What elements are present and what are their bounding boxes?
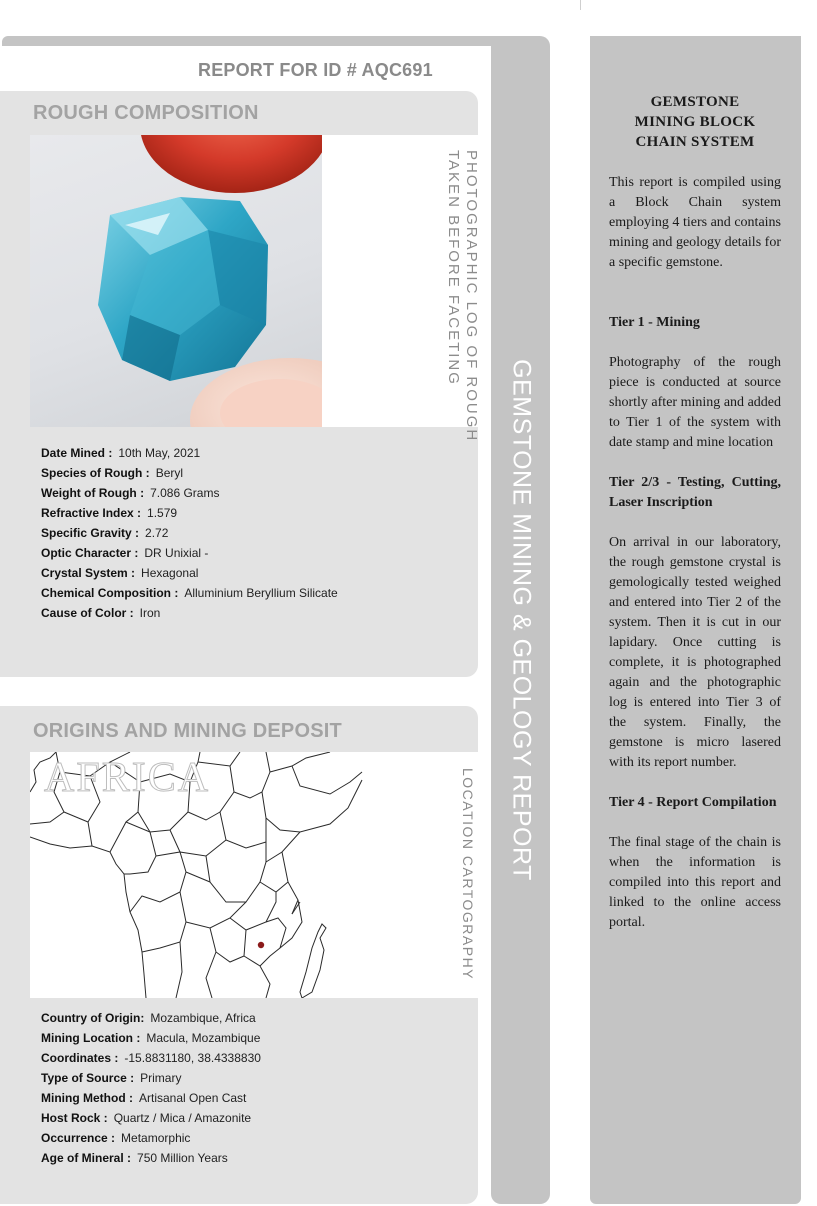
- field-value: Macula, Mozambique: [146, 1031, 261, 1045]
- vertical-banner-title: GEMSTONE MINING & GEOLOGY REPORT: [507, 359, 536, 881]
- field-value: Alluminium Beryllium Silicate: [184, 586, 338, 600]
- map-east-coast: [260, 900, 302, 966]
- list-item: [41, 1148, 261, 1168]
- field-label: Occurrence :: [41, 1131, 116, 1145]
- map-border: [260, 882, 288, 892]
- map-border: [142, 892, 186, 952]
- field-value: Metamorphic: [121, 1131, 191, 1145]
- field-value: Artisanal Open Cast: [138, 1091, 247, 1105]
- list-item: [41, 603, 338, 623]
- field-label: Country of Origin:: [41, 1011, 145, 1025]
- map-continent-label: AFRICA: [44, 755, 211, 801]
- rough-caption-line-1: PHOTOGRAPHIC LOG OF ROUGH: [463, 150, 480, 443]
- field-value: 10th May, 2021: [118, 446, 201, 460]
- map-border: [220, 792, 266, 848]
- rough-caption-line-2: TAKEN BEFORE FACETING: [445, 150, 462, 386]
- map-border: [266, 918, 286, 948]
- field-label: Type of Source :: [41, 1071, 135, 1085]
- list-item: [41, 463, 338, 483]
- report-title: REPORT FOR ID # AQC691: [198, 60, 433, 80]
- field-value: Mozambique, Africa: [150, 1011, 256, 1025]
- sidebar-title-line: MINING BLOCK: [634, 114, 756, 130]
- blockchain-info-text: [609, 92, 781, 933]
- field-label: Mining Location :: [41, 1031, 141, 1045]
- list-item: [41, 583, 338, 603]
- tier1-paragraph: Photography of the rough piece is conducted at source shortly after mining and added to Tier 1 of the system with date stamp and mine location: [609, 355, 781, 450]
- list-item: [41, 483, 338, 503]
- field-label: Age of Mineral :: [41, 1151, 132, 1165]
- list-item: [41, 1088, 261, 1108]
- list-item: [41, 563, 338, 583]
- map-border: [176, 942, 182, 998]
- origins-section-title: ORIGINS AND MINING DEPOSIT: [33, 720, 342, 742]
- tier4-paragraph: The final stage of the chain is when the information is compiled into this report and linked to the online access portal.: [609, 835, 781, 930]
- rough-section-title: ROUGH COMPOSITION: [33, 102, 259, 124]
- map-border: [64, 812, 88, 822]
- list-item: [41, 503, 338, 523]
- tier1-heading: Tier 1 - Mining: [609, 315, 700, 330]
- origin-details-list: [41, 1008, 261, 1168]
- map-caption: LOCATION CARTOGRAPHY: [460, 768, 476, 981]
- list-item: [41, 523, 338, 543]
- map-border: [230, 752, 270, 798]
- field-value: Quartz / Mica / Amazonite: [113, 1111, 252, 1125]
- field-label: Host Rock :: [41, 1111, 108, 1125]
- gem-photo-illustration: [30, 135, 322, 427]
- map-border: [188, 812, 220, 820]
- top-divider: [580, 0, 581, 10]
- tier23-heading: Tier 2/3 - Testing, Cutting, Laser Inscription: [609, 475, 781, 510]
- finger-top: [140, 135, 322, 193]
- field-label: Chemical Composition :: [41, 586, 179, 600]
- field-label: Optic Character :: [41, 546, 139, 560]
- mining-location-marker: [258, 942, 264, 948]
- map-border: [262, 780, 362, 832]
- field-value: Hexagonal: [141, 566, 199, 580]
- list-item: [41, 1048, 261, 1068]
- field-value: 750 Million Years: [137, 1151, 228, 1165]
- tier23-paragraph: On arrival in our laboratory, the rough gemstone crystal is gemologically tested weighed and entered into Tier 2 of the system. Then it is cut in our lapidary. Once cutting is complete, it is photographed again and the photographic log is entered into Tier 3 of the system. Finally, the gemstone is micro lasered with its report number.: [609, 535, 781, 770]
- sidebar-title-line: GEMSTONE: [650, 94, 740, 110]
- list-item: [41, 1128, 261, 1148]
- list-item: [41, 1068, 261, 1088]
- field-label: Refractive Index :: [41, 506, 142, 520]
- map-border: [186, 902, 246, 928]
- rough-photo-caption: [444, 150, 480, 442]
- rough-gem-photo: [30, 135, 322, 427]
- map-border: [206, 952, 216, 998]
- intro-paragraph: This report is compiled using a Block Chain system employing 4 tiers and contains mining and geology details for a specific gemstone.: [609, 175, 781, 270]
- field-label: Mining Method :: [41, 1091, 133, 1105]
- map-gulf-coast: [30, 837, 146, 998]
- field-value: Iron: [139, 606, 161, 620]
- field-label: Coordinates :: [41, 1051, 119, 1065]
- field-label: Weight of Rough :: [41, 486, 145, 500]
- map-border: [244, 956, 270, 998]
- field-value: 7.086 Grams: [150, 486, 220, 500]
- rough-details-list: [41, 443, 338, 623]
- map-border: [186, 872, 210, 882]
- field-value: 2.72: [145, 526, 169, 540]
- map-border: [292, 766, 362, 794]
- field-label: Crystal System :: [41, 566, 136, 580]
- list-item: [41, 1028, 261, 1048]
- list-item: [41, 1108, 261, 1128]
- map-madagascar: [300, 924, 326, 998]
- map-border: [130, 852, 186, 912]
- sidebar-title-line: CHAIN SYSTEM: [635, 134, 755, 150]
- map-border: [210, 928, 246, 962]
- field-value: Primary: [140, 1071, 182, 1085]
- map-border: [270, 752, 330, 772]
- list-item: [41, 1008, 261, 1028]
- field-label: Cause of Color :: [41, 606, 134, 620]
- sidebar-title: [609, 92, 781, 152]
- field-label: Specific Gravity :: [41, 526, 140, 540]
- field-value: DR Unixial -: [144, 546, 209, 560]
- map-border: [282, 852, 298, 914]
- list-item: [41, 443, 338, 463]
- list-item: [41, 543, 338, 563]
- field-value: -15.8831180, 38.4338830: [124, 1051, 261, 1065]
- tier4-heading: Tier 4 - Report Compilation: [609, 795, 777, 810]
- field-label: Date Mined :: [41, 446, 113, 460]
- map-border: [206, 842, 266, 902]
- map-border: [124, 822, 156, 874]
- field-value: 1.579: [147, 506, 178, 520]
- field-label: Species of Rough :: [41, 466, 150, 480]
- field-value: Beryl: [155, 466, 184, 480]
- header-bar: [2, 36, 494, 46]
